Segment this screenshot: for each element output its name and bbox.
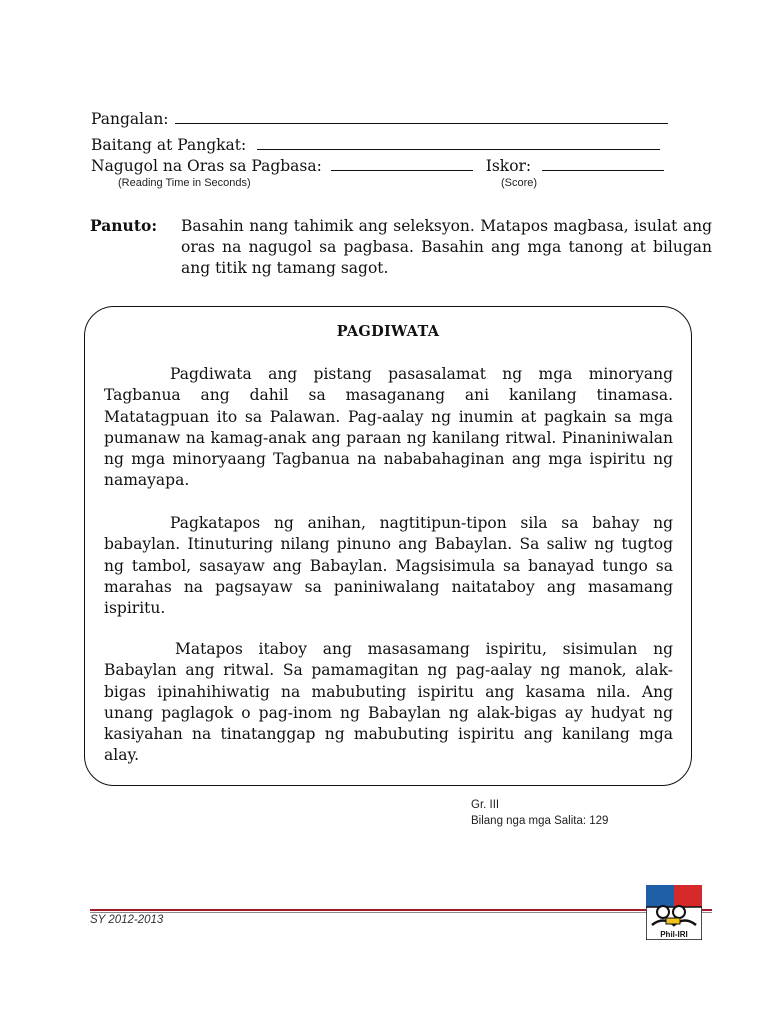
word-count-text: Bilang nga mga Salita: 129 bbox=[471, 815, 609, 827]
grade-blank bbox=[257, 135, 660, 150]
school-year: SY 2012-2013 bbox=[90, 914, 164, 926]
phil-iri-logo bbox=[646, 885, 702, 940]
name-label: Pangalan: bbox=[91, 110, 169, 128]
story-paragraph-2: Pagkatapos ng anihan, nagtitipun-tipon sila sa bahay ng babaylan. Itinuturing nilang pinuno ang Babaylan. Sa saliw ng tugtog ng tambol, sasayaw ang Babaylan. Magsisimula sa banayad tungo sa marahas na pagsayaw sa paniniwalang naitataboy ang masamang ispiritu. bbox=[104, 514, 673, 618]
story-paragraph-1: Pagdiwata ang pistang pasasalamat ng mga minoryang Tagbanua ang dahil sa masaganang ani kanilang tinamasa. Matatagpuan ito sa Palawan. Pag-aalay ng inumin at pagkain sa mga pumanaw na kamag-anak ang paraan ng kanilang ritwal. Pinaniniwalan ng mga minoryaang Tagbanua na nababahaginan ang mga ispiritu ng namayapa. bbox=[104, 365, 673, 490]
score-hint: (Score) bbox=[501, 177, 538, 189]
name-field-row bbox=[91, 109, 668, 129]
score-label: Iskor: bbox=[485, 157, 532, 175]
grade-field-row bbox=[91, 135, 660, 155]
story-title: PAGDIWATA bbox=[336, 323, 440, 340]
instructions-text: Basahin nang tahimik ang seleksyon. Matapos magbasa, isulat ang oras na nagugol sa pagbasa. Basahin ang mga tanong at bilugan ang titik ng tamang sagot. bbox=[181, 217, 712, 277]
phil-iri-logo-icon bbox=[646, 885, 702, 940]
score-blank bbox=[542, 156, 664, 171]
time-label: Nagugol na Oras sa Pagbasa: bbox=[91, 157, 322, 175]
time-blank bbox=[331, 156, 473, 171]
instructions-label: Panuto: bbox=[90, 216, 158, 235]
grade-label: Baitang at Pangkat: bbox=[91, 136, 247, 154]
footer-rule bbox=[90, 909, 712, 911]
name-blank bbox=[175, 109, 668, 124]
grade-level-text: Gr. III bbox=[471, 799, 500, 811]
time-score-row bbox=[91, 156, 664, 176]
story-paragraph-3: Matapos itaboy ang masasamang ispiritu, sisimulan ng Babaylan ang ritwal. Sa pamamagitan ng pag-aalay ng manok, alak-bigas ipinahihiwatig na mabubuting ispiritu ang kasama nila. Ang unang paglagok o pag-inom ng Babaylan ng alak-bigas ay hudyat ng kasiyahan na tinatanggap ng mabubuting ispiritu ang kanilang mga alay. bbox=[104, 640, 673, 765]
footer-rule-shadow bbox=[90, 912, 712, 913]
time-hint: (Reading Time in Seconds) bbox=[118, 177, 251, 189]
logo-text: Phil-IRI bbox=[660, 930, 688, 939]
